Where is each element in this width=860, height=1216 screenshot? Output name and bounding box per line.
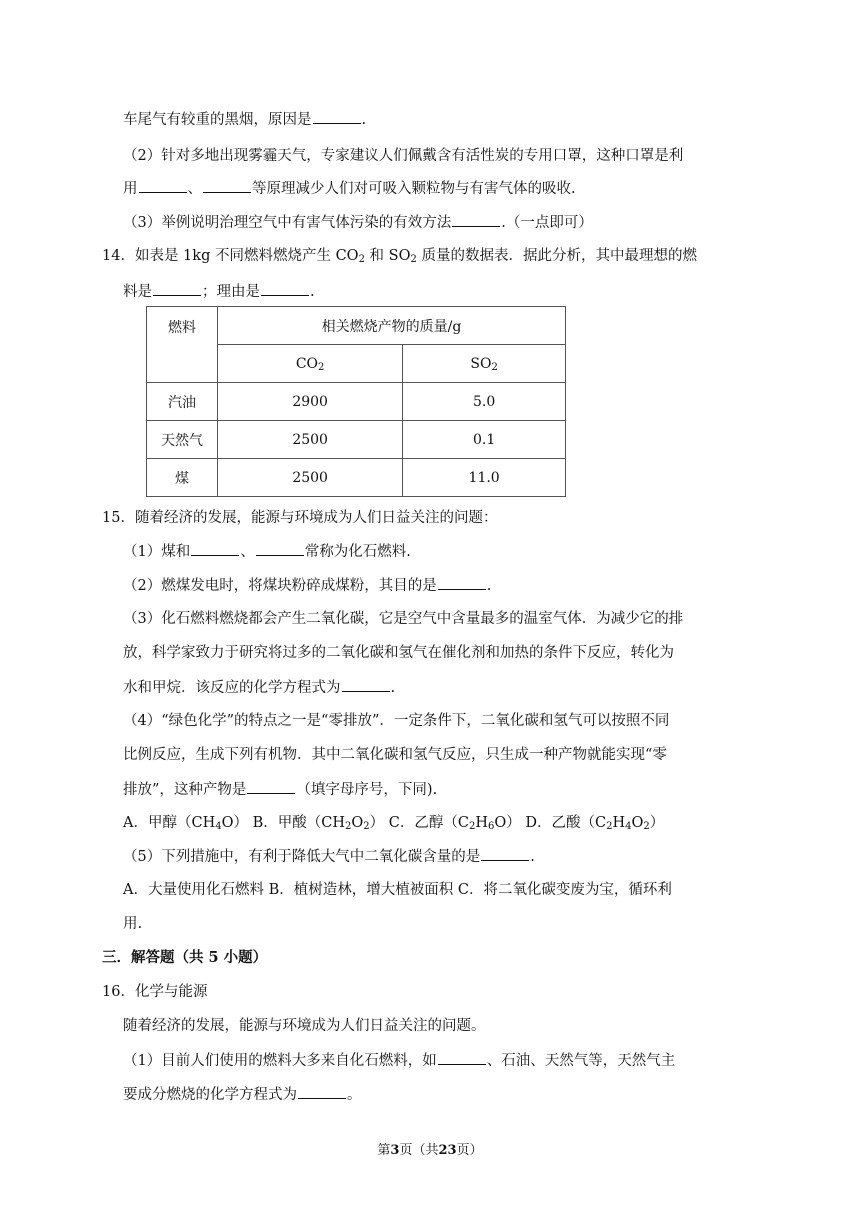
text: （1）煤和 (123, 544, 191, 560)
text: （4）“绿色化学”的特点之一是“零排放”．一定条件下，二氧化碳和氢气可以按照不同 (123, 713, 670, 729)
cell-so2: 0.1 (403, 421, 566, 459)
text-line (123, 178, 576, 199)
text: . (310, 284, 315, 300)
options-line (123, 813, 664, 833)
text: 常称为化石燃料. (304, 544, 411, 560)
text-line (123, 914, 142, 934)
question-16 (102, 982, 207, 1002)
text: ；理由是 (202, 284, 260, 300)
subscript: 4 (625, 821, 632, 832)
text: H (612, 815, 626, 831)
text: （3）化石燃料燃烧都会产生二氧化碳，它是空气中含量最多的温室气体．为减少它的排 (123, 611, 684, 627)
text: 料是 (123, 284, 152, 300)
cell-co2: 2500 (218, 421, 403, 459)
option-a: A．甲醇（CH (123, 815, 216, 831)
answer-blank (438, 1050, 486, 1065)
table-header-so2 (403, 345, 566, 383)
answer-blank (481, 846, 529, 861)
text: O） (221, 815, 248, 831)
text-line (123, 212, 593, 233)
text-line (123, 109, 366, 130)
subscript: 2 (345, 821, 352, 832)
subscript: 2 (363, 821, 370, 832)
cell-co2: 2500 (218, 459, 403, 497)
text: 随着经济的发展，能源与环境成为人们日益关注的问题。 (123, 1018, 486, 1034)
table-header-co2 (218, 345, 403, 383)
answer-blank (247, 779, 295, 794)
question-15 (102, 508, 497, 528)
subscript: 2 (318, 361, 325, 373)
answer-blank (191, 541, 239, 556)
option-c: C．乙醇（C (388, 815, 469, 831)
text: O (631, 815, 644, 831)
text-line (123, 880, 672, 900)
text-line (123, 711, 669, 731)
text: 水和甲烷．该反应的化学方程式为 (123, 680, 341, 696)
question-14 (102, 246, 697, 266)
page-footer (0, 1139, 860, 1158)
answer-blank (342, 677, 390, 692)
answer-blank (203, 178, 251, 193)
text: 比例反应，生成下列有机物．其中二氧化碳和氢气反应，只生成一种产物就能实现“零 (123, 747, 667, 763)
page-total: 23 (438, 1143, 457, 1158)
text: A．大量使用化石燃料 B．植树造林，增大植被面积 C．将二氧化碳变废为宝，循环利 (123, 882, 672, 898)
subscript: 4 (215, 821, 222, 832)
text: 、石油、天然气等，天然气主 (486, 1053, 676, 1069)
text: 和 SO (364, 248, 411, 264)
subscript: 6 (487, 821, 495, 832)
text: 14．如表是 1kg 不同燃料燃烧产生 CO (102, 248, 359, 264)
text: 等原理减少人们对可吸入颗粒物与有害气体的吸收. (252, 181, 576, 197)
cell-so2: 5.0 (403, 383, 566, 421)
subscript: 2 (606, 821, 613, 832)
text: （5）下列措施中，有利于降低大气中二氧化碳含量的是 (123, 849, 481, 865)
cell-so2: 11.0 (403, 459, 566, 497)
text: . (486, 578, 492, 594)
text: . (390, 680, 396, 696)
text-line (123, 609, 683, 629)
table-row (147, 459, 566, 497)
text: CO (295, 355, 319, 372)
text: 15．随着经济的发展，能源与环境成为人们日益关注的问题： (102, 510, 498, 526)
text: 页（共 (399, 1143, 439, 1158)
text-line (123, 146, 683, 166)
subscript: 2 (643, 821, 650, 832)
cell-fuel: 天然气 (147, 421, 218, 459)
text: O (351, 815, 364, 831)
text: 第 (377, 1143, 391, 1158)
text-line (123, 575, 491, 596)
text: 排放”，这种产物是 (123, 782, 247, 798)
text-line (123, 779, 437, 800)
text: 车尾气有较重的黑烟，原因是 (123, 112, 312, 128)
table-header-products: 相关燃烧产物的质量/g (218, 307, 566, 345)
section-heading: 三．解答题（共 5 小题） (102, 949, 268, 966)
text: （3）举例说明治理空气中有害气体污染的有效方法 (123, 215, 452, 231)
cell-co2: 2900 (218, 383, 403, 421)
text: O） (494, 815, 521, 831)
text: 。 (347, 1087, 362, 1103)
answer-blank (153, 281, 201, 296)
text: （填字母序号，下同). (296, 782, 438, 798)
answer-blank (452, 212, 500, 227)
text-line (123, 541, 411, 562)
subscript: 2 (491, 361, 498, 373)
subscript: 2 (358, 254, 365, 265)
cell-fuel: 汽油 (147, 383, 218, 421)
text: 要成分燃烧的化学方程式为 (123, 1087, 297, 1103)
text: 放，科学家致力于研究将过多的二氧化碳和氢气在催化剂和加热的条件下反应，转化为 (123, 645, 674, 661)
cell-fuel: 煤 (147, 459, 218, 497)
text: ） (649, 815, 665, 831)
subscript: 2 (468, 821, 476, 832)
text: .（一点即可） (501, 215, 593, 231)
option-b: B．甲酸（CH (252, 815, 345, 831)
text: 、 (187, 181, 202, 197)
text-line (123, 643, 674, 663)
text: . (530, 849, 535, 865)
text-line (123, 1050, 675, 1071)
table-row (147, 383, 566, 421)
fuel-data-table (146, 306, 566, 497)
answer-blank (139, 178, 187, 193)
answer-blank (256, 541, 304, 556)
text: （2）燃煤发电时，将煤块粉碎成煤粉，其目的是 (123, 578, 437, 594)
subscript: 2 (410, 254, 417, 265)
text: （1）目前人们使用的燃料大多来自化石燃料，如 (123, 1053, 437, 1069)
text-line (123, 745, 667, 765)
answer-blank (261, 281, 309, 296)
text: SO (470, 355, 492, 372)
text-line (123, 1016, 486, 1036)
text-line (123, 677, 395, 698)
text-line (123, 1084, 362, 1105)
text-line (123, 281, 315, 302)
text: 质量的数据表．据此分析，其中最理想的燃 (416, 248, 697, 264)
text: 16．化学与能源 (102, 984, 208, 1000)
text: . (361, 112, 367, 128)
text: 用. (123, 916, 143, 932)
table-row (147, 421, 566, 459)
table-header-fuel: 燃料 (147, 307, 218, 383)
text: 页） (456, 1143, 483, 1158)
text: ） (369, 815, 385, 831)
answer-blank (298, 1084, 346, 1099)
text: （2）针对多地出现雾霾天气，专家建议人们佩戴含有活性炭的专用口罩，这种口罩是利 (123, 148, 684, 164)
text-line (123, 846, 535, 867)
option-d: D．乙酸（C (525, 815, 607, 831)
answer-blank (313, 109, 361, 124)
page-number: 3 (390, 1143, 400, 1158)
text: H (475, 815, 488, 831)
text: 、 (240, 544, 255, 560)
answer-blank (438, 575, 486, 590)
text: 用 (123, 181, 138, 197)
